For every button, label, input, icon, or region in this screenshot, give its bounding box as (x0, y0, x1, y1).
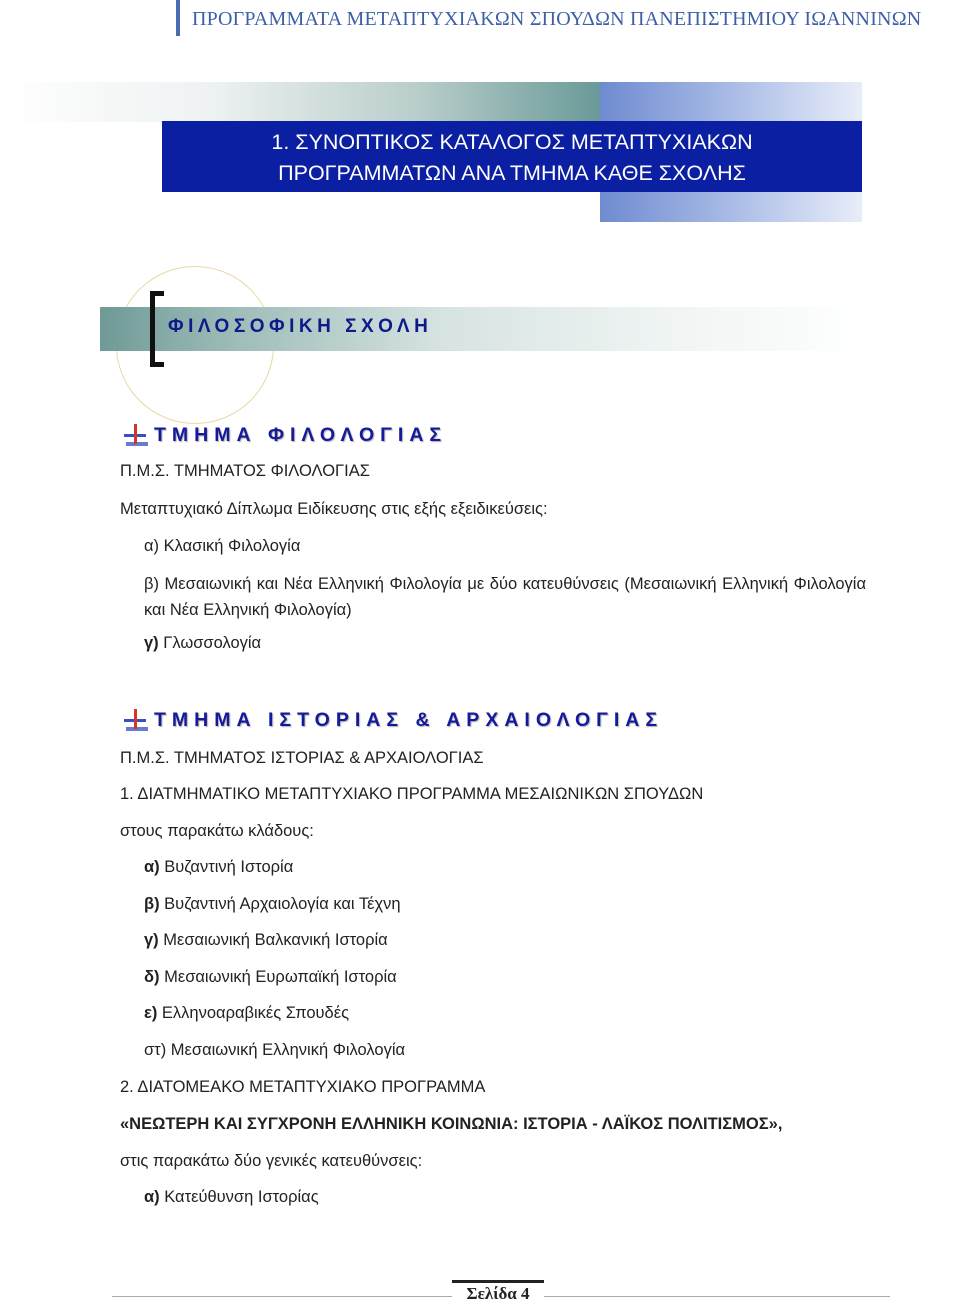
list-text: Βυζαντινή Αρχαιολογία και Τέχνη (164, 895, 401, 913)
list-item (144, 1188, 319, 1207)
list-marker: δ) (144, 968, 160, 986)
page-number: Σελίδα 4 (466, 1284, 530, 1303)
list-marker: στ) (144, 1041, 167, 1059)
list-marker: α) (144, 1188, 160, 1206)
program-2-intro: στις παρακάτω δύο γενικές κατευθύνσεις: (120, 1152, 423, 1170)
list-item (144, 1004, 349, 1023)
list-marker: γ) (144, 634, 159, 652)
running-header (176, 0, 922, 36)
bullet-cross-icon (124, 424, 148, 446)
bullet-cross-icon (124, 709, 148, 731)
list-marker: α) (144, 537, 160, 555)
list-marker: α) (144, 858, 160, 876)
school-title: ΦΙΛΟΣΟΦΙΚΗ ΣΧΟΛΗ (168, 316, 433, 337)
list-text: Μεσαιωνική Ελληνική Φιλολογία (170, 1041, 406, 1059)
dept-philology-pms: Π.Μ.Σ. ΤΜΗΜΑΤΟΣ ΦΙΛΟΛΟΓΙΑΣ (120, 462, 370, 480)
list-text: Μεσαιωνική Βαλκανική Ιστορία (163, 931, 388, 949)
list-item (144, 895, 401, 914)
list-marker: β) (144, 575, 159, 593)
list-text: Κλασική Φιλολογία (163, 537, 301, 555)
program-1-intro: στους παρακάτω κλάδους: (120, 822, 314, 840)
list-marker: ε) (144, 1004, 158, 1022)
section-title-line2: ΠΡΟΓΡΑΜΜΑΤΩΝ ΑΝΑ ΤΜΗΜΑ ΚΑΘΕ ΣΧΟΛΗΣ (278, 161, 746, 185)
list-item (144, 858, 293, 877)
list-text: Ελληνοαραβικές Σπουδές (161, 1004, 350, 1022)
list-text: Κατεύθυνση Ιστορίας (164, 1188, 319, 1206)
list-text: Μεσαιωνική και Νέα Ελληνική Φιλολογία με δύο κατευθύνσεις (Μεσαιωνική Ελληνική Φιλολογία και Νέα Ελληνική Φιλολογία) (144, 575, 866, 619)
dept-history-pms: Π.Μ.Σ. ΤΜΗΜΑΤΟΣ ΙΣΤΟΡΙΑΣ & ΑΡΧΑΙΟΛΟΓΙΑΣ (120, 749, 484, 767)
bracket-icon (150, 291, 164, 367)
list-text: Βυζαντινή Ιστορία (164, 858, 294, 876)
list-item (144, 968, 397, 987)
dept-philology-title: ΤΜΗΜΑ ΦΙΛΟΛΟΓΙΑΣ (154, 424, 448, 446)
dept-history-title: ΤΜΗΜΑ ΙΣΤΟΡΙΑΣ & ΑΡΧΑΙΟΛΟΓΙΑΣ (154, 709, 664, 731)
list-item (144, 931, 388, 950)
list-text: Μεσαιωνική Ευρωπαϊκή Ιστορία (164, 968, 397, 986)
list-item (144, 1041, 405, 1060)
list-item (144, 537, 300, 556)
program-2-name: «ΝΕΩΤΕΡΗ ΚΑΙ ΣΥΓΧΡΟΝΗ ΕΛΛΗΝΙΚΗ ΚΟΙΝΩΝΙΑ: ΙΣΤΟΡΙΑ - ΛΑΪΚΟΣ ΠΟΛΙΤΙΣΜΟΣ», (120, 1115, 783, 1133)
program-1-title: 1. ΔΙΑΤΜΗΜΑΤΙΚΟ ΜΕΤΑΠΤΥΧΙΑΚΟ ΠΡΟΓΡΑΜΜΑ ΜΕΣΑΙΩΝΙΚΩΝ ΣΠΟΥΔΩΝ (120, 785, 704, 803)
section-title-line1: 1. ΣΥΝΟΠΤΙΚΟΣ ΚΑΤΑΛΟΓΟΣ ΜΕΤΑΠΤΥΧΙΑΚΩΝ (271, 130, 753, 154)
list-marker: β) (144, 895, 160, 913)
dept-philology-intro: Μεταπτυχιακό Δίπλωμα Ειδίκευσης στις εξής εξειδικεύσεις: (120, 500, 548, 518)
section-title (162, 127, 862, 189)
title-decor-band (0, 82, 600, 122)
list-item (144, 634, 261, 653)
list-item (144, 571, 866, 623)
running-header-text: ΠΡΟΓΡΑΜΜΑΤΑ ΜΕΤΑΠΤΥΧΙΑΚΩΝ ΣΠΟΥΔΩΝ ΠΑΝΕΠΙΣΤΗΜΙΟΥ ΙΩΑΝΝΙΝΩΝ (192, 8, 922, 30)
list-marker: γ) (144, 931, 159, 949)
program-2-title: 2. ΔΙΑΤΟΜΕΑΚΟ ΜΕΤΑΠΤΥΧΙΑΚΟ ΠΡΟΓΡΑΜΜΑ (120, 1078, 486, 1096)
list-text: Γλωσσολογία (163, 634, 262, 652)
